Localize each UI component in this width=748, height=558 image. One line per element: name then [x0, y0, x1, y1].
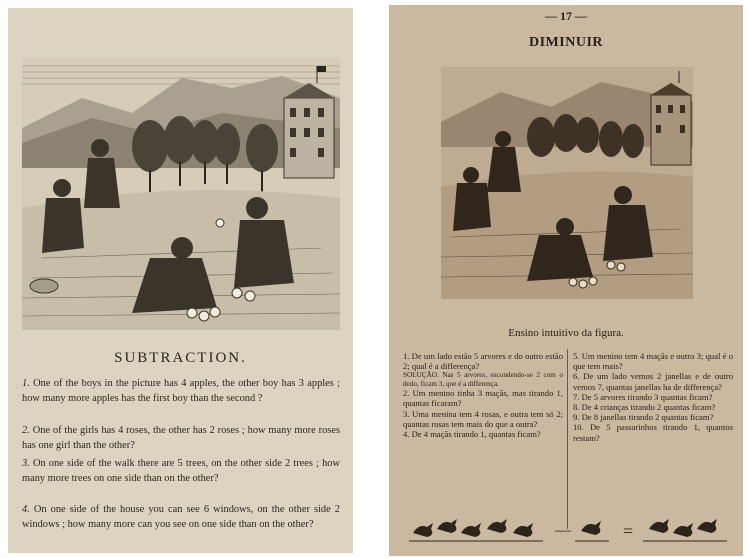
exercise-item: 4. De 4 maçãs tirando 1, quantas ficam?: [403, 429, 541, 440]
exercise-column-left: [403, 351, 563, 439]
exercise-item: 1. De um lado estão 5 arvores e do outro estão 2; qual é a differença?: [403, 351, 563, 372]
problem-item: 4. On one side of the house you can see 6 windows, on the other side 2 windows ; how many more can you see on one side than on the other?: [22, 504, 340, 530]
children-picking-apples-illustration: [441, 67, 693, 299]
exercise-item: 3. Uma menina tem 4 rosas, e outra tem só 2; quantas rosas tem mais do que a outra?: [403, 408, 563, 429]
problem-item: 3. On one side of the walk there are 5 trees, on the other side 2 trees ; how many more trees on one side than on the other?: [22, 458, 340, 484]
exercise-item: 2. Um menino tinha 3 maçãs, mas tirando 1, quantas ficaram?: [403, 388, 563, 409]
page-title: SUBTRACTION.: [114, 350, 247, 366]
problem-item: 2. One of the girls has 4 roses, the other has 2 roses ; how many more roses has one girl than the other?: [22, 425, 340, 451]
minus-sign: —: [555, 522, 571, 539]
exercise-item: 6. De um lado vemos 2 janellas e de outro vemos 7, quantas janellas ha de differença?: [573, 371, 733, 392]
page-title: DIMINUIR: [529, 35, 603, 50]
children-picking-apples-illustration: [22, 58, 340, 330]
exercise-item: 10. De 5 passarinhos tirando 1, quantos restam?: [573, 422, 733, 443]
exercise-item: 5. Um menino tem 4 maçãs e outro 3; qual é o que tem mais?: [573, 351, 733, 372]
problem-item: 1. One of the boys in the picture has 4 apples, the other boy has 3 apples ; how many more apples has the first boy than the second ?: [22, 378, 340, 404]
solution-note: SOLUÇÃO. Nas 5 arvores, escondendo-se 2 com o dedo, ficam 3, que é a differença.: [403, 371, 563, 388]
exercise-column-right: [573, 351, 733, 443]
equals-sign: =: [623, 521, 634, 541]
birds-subtraction-equation: [403, 499, 733, 551]
left-book-page: [8, 8, 353, 553]
exercise-item: 7. De 5 arvores tirando 3 quantas ficam?: [573, 391, 713, 402]
right-book-page: [389, 5, 743, 556]
exercise-item: 8. De 4 crianças tirando 2 quantas ficam?: [573, 402, 716, 413]
figure-caption: Ensino intuitivo da figura.: [508, 327, 624, 339]
exercise-item: 9. De 8 janellas tirando 2 quantas ficam?: [573, 412, 714, 423]
page-number: — 17 —: [545, 9, 587, 23]
